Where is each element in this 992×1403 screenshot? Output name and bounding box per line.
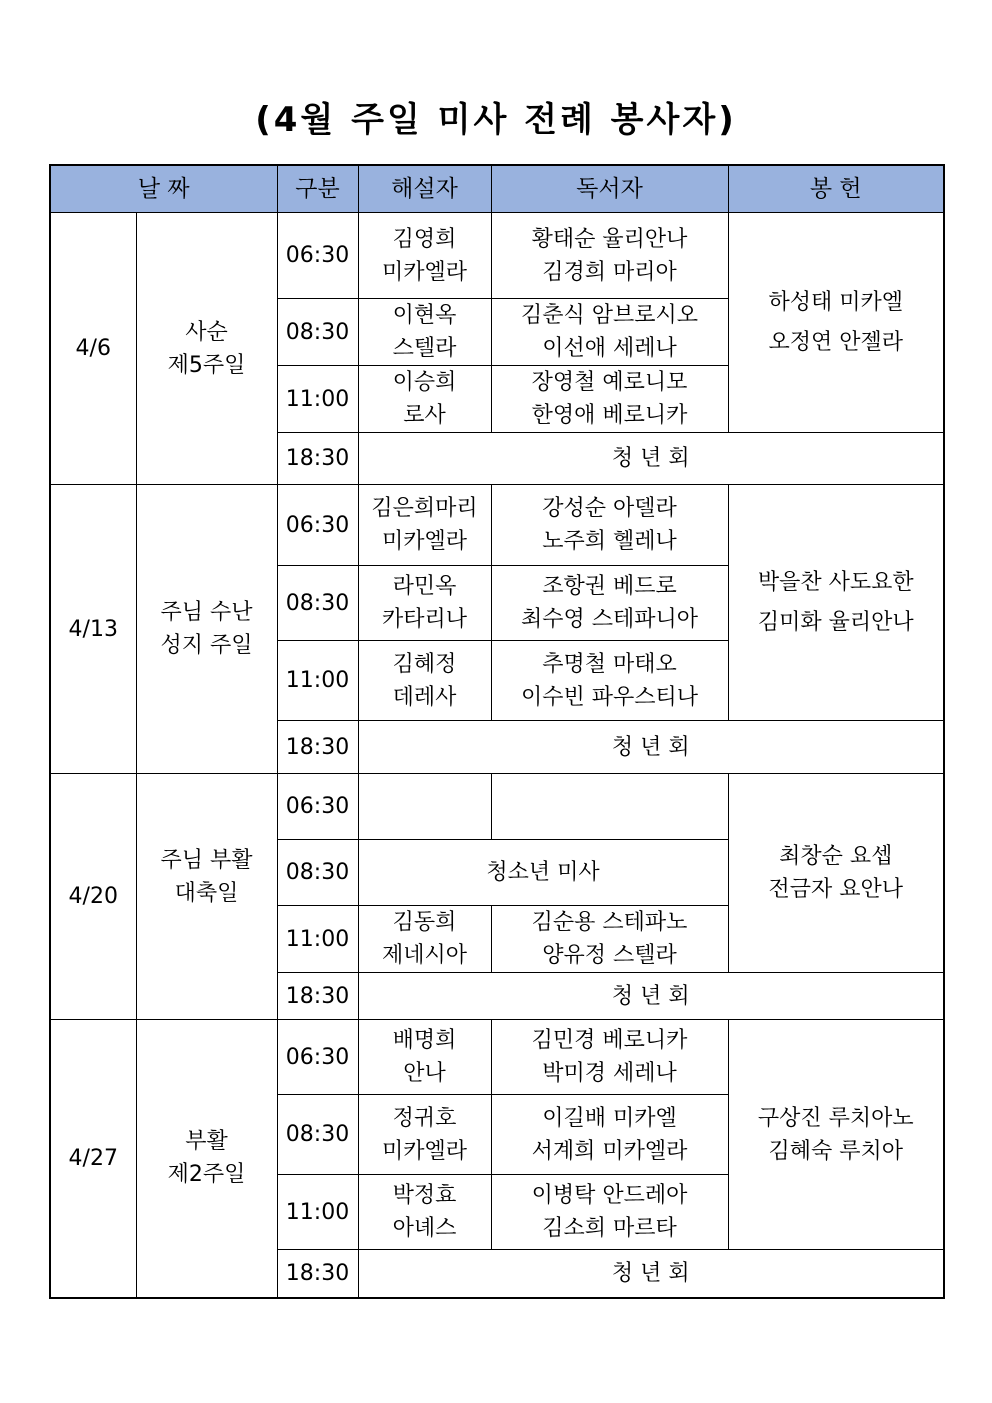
- feast-line: 제5주일: [167, 352, 246, 378]
- header-division: 구분: [277, 165, 358, 213]
- reader-cell: [491, 366, 728, 433]
- commentator-name: 배명희: [392, 1028, 457, 1053]
- reader-name: 이길배 미카엘: [542, 1105, 677, 1131]
- commentator-baptismal-name: 미카엘라: [381, 259, 467, 285]
- feast-cell: [136, 774, 277, 1020]
- commentator-cell: [358, 641, 491, 721]
- feast-line: 주님 수난: [160, 600, 253, 625]
- commentator-baptismal-name: 안나: [403, 1061, 446, 1086]
- date-cell: 4/6: [50, 213, 136, 485]
- offering-name: 최창순 요셉: [779, 844, 893, 869]
- offering-name: 김미화 율리안나: [757, 609, 914, 635]
- commentator-cell: [358, 485, 491, 566]
- reader-cell: [491, 213, 728, 299]
- commentator-cell: [358, 213, 491, 299]
- header-date: 날 짜: [50, 165, 277, 213]
- commentator-name: 김영희: [392, 226, 457, 252]
- reader-name: 강성순 아델라: [542, 496, 677, 521]
- mass-row: [50, 485, 944, 566]
- reader-cell: [491, 485, 728, 566]
- time-cell: 18:30: [277, 973, 358, 1020]
- time-cell: 18:30: [277, 721, 358, 774]
- commentator-baptismal-name: 제네시아: [381, 943, 467, 968]
- time-cell: 11:00: [277, 1175, 358, 1250]
- commentator-name: 김혜정: [392, 651, 457, 677]
- reader-name: 추명철 마태오: [542, 651, 677, 677]
- offering-name: 하성태 미카엘: [768, 289, 903, 315]
- reader-cell: [491, 774, 728, 840]
- reader-cell: [491, 641, 728, 721]
- commentator-cell: [358, 566, 491, 641]
- offering-cell: [728, 1020, 944, 1250]
- reader-name: 장영철 예로니모: [531, 370, 688, 395]
- merged-assignment-cell: 청 년 회: [358, 973, 944, 1020]
- reader-name: 김춘식 암브로시오: [520, 303, 698, 328]
- feast-line: 제2주일: [167, 1162, 246, 1188]
- reader-name: 김순용 스테파노: [531, 910, 688, 935]
- feast-cell: [136, 485, 277, 774]
- offering-name: 전금자 요안나: [768, 877, 903, 902]
- reader-name: 이수빈 파우스티나: [520, 684, 698, 710]
- commentator-baptismal-name: 미카엘라: [381, 1138, 467, 1164]
- feast-cell: [136, 213, 277, 485]
- feast-line: 대축일: [174, 880, 239, 906]
- offering-name: 오정연 안젤라: [768, 329, 903, 355]
- offering-name: 구상진 루치아노: [757, 1105, 914, 1131]
- merged-assignment-cell: 청 년 회: [358, 433, 944, 485]
- time-cell: 11:00: [277, 906, 358, 973]
- mass-row: [50, 1020, 944, 1095]
- commentator-name: 김은희마리: [371, 496, 478, 521]
- time-cell: 08:30: [277, 840, 358, 906]
- commentator-baptismal-name: 데레사: [392, 684, 457, 710]
- merged-assignment-cell: 청 년 회: [358, 721, 944, 774]
- commentator-cell: [358, 906, 491, 973]
- time-cell: 08:30: [277, 1095, 358, 1175]
- reader-name: 한영애 베로니카: [531, 403, 688, 428]
- commentator-name: 이현옥: [392, 303, 457, 328]
- reader-name: 박미경 세레나: [542, 1061, 677, 1086]
- commentator-name: 정귀호: [392, 1105, 457, 1131]
- feast-line: 사순: [185, 319, 228, 345]
- reader-cell: [491, 566, 728, 641]
- time-cell: 18:30: [277, 433, 358, 485]
- commentator-cell: [358, 1095, 491, 1175]
- reader-name: 조항권 베드로: [542, 574, 677, 599]
- offering-name: 김혜숙 루치아: [768, 1138, 903, 1164]
- reader-name: 김민경 베로니카: [531, 1028, 688, 1053]
- date-cell: 4/20: [50, 774, 136, 1020]
- header-row: [50, 165, 944, 213]
- feast-line: 성지 주일: [160, 633, 253, 658]
- reader-name: 최수영 스테파니아: [520, 607, 698, 632]
- feast-line: 부활: [185, 1129, 228, 1155]
- commentator-name: 이승희: [392, 370, 457, 395]
- date-cell: 4/13: [50, 485, 136, 774]
- reader-cell: [491, 906, 728, 973]
- reader-cell: [491, 1175, 728, 1250]
- header-offering: 봉 헌: [728, 165, 944, 213]
- time-cell: 06:30: [277, 485, 358, 566]
- commentator-baptismal-name: 로사: [403, 403, 446, 428]
- commentator-cell: [358, 1175, 491, 1250]
- offering-cell: [728, 213, 944, 433]
- commentator-name: 김동희: [392, 910, 457, 935]
- time-cell: 11:00: [277, 366, 358, 433]
- offering-cell: [728, 774, 944, 973]
- merged-assignment-cell: 청 년 회: [358, 1250, 944, 1298]
- time-cell: 08:30: [277, 566, 358, 641]
- page-title: (4월 주일 미사 전례 봉사자): [255, 100, 737, 140]
- reader-name: 양유정 스텔라: [542, 943, 677, 968]
- commentator-cell: [358, 1020, 491, 1095]
- commentator-baptismal-name: 카타리나: [381, 607, 467, 632]
- reader-name: 황태순 율리안나: [531, 226, 688, 252]
- reader-name: 노주희 헬레나: [542, 529, 677, 554]
- reader-name: 김경희 마리아: [542, 259, 677, 285]
- reader-name: 서계희 미카엘라: [531, 1138, 688, 1164]
- mass-row: [50, 774, 944, 840]
- merged-assignment-cell: 청소년 미사: [358, 840, 728, 906]
- time-cell: 06:30: [277, 774, 358, 840]
- header-reader: 독서자: [491, 165, 728, 213]
- commentator-baptismal-name: 미카엘라: [381, 529, 467, 554]
- date-cell: 4/27: [50, 1020, 136, 1298]
- reader-cell: [491, 1020, 728, 1095]
- time-cell: 08:30: [277, 299, 358, 366]
- mass-row: [50, 213, 944, 299]
- time-cell: 06:30: [277, 1020, 358, 1095]
- header-commentator: 해설자: [358, 165, 491, 213]
- reader-name: 이병탁 안드레아: [531, 1183, 688, 1208]
- offering-cell: [728, 485, 944, 721]
- commentator-name: 라민옥: [392, 574, 457, 599]
- time-cell: 18:30: [277, 1250, 358, 1298]
- feast-cell: [136, 1020, 277, 1298]
- commentator-cell: [358, 366, 491, 433]
- offering-name: 박을찬 사도요한: [757, 569, 914, 595]
- time-cell: 06:30: [277, 213, 358, 299]
- time-cell: 11:00: [277, 641, 358, 721]
- reader-name: 김소희 마르타: [542, 1216, 677, 1241]
- reader-cell: [491, 1095, 728, 1175]
- reader-cell: [491, 299, 728, 366]
- commentator-cell: [358, 774, 491, 840]
- feast-line: 주님 부활: [160, 847, 253, 873]
- commentator-cell: [358, 299, 491, 366]
- commentator-baptismal-name: 스텔라: [392, 336, 457, 361]
- commentator-baptismal-name: 아녜스: [392, 1216, 457, 1241]
- commentator-name: 박정효: [392, 1183, 457, 1208]
- volunteer-roster-table: [49, 164, 945, 1299]
- reader-name: 이선애 세레나: [542, 336, 677, 361]
